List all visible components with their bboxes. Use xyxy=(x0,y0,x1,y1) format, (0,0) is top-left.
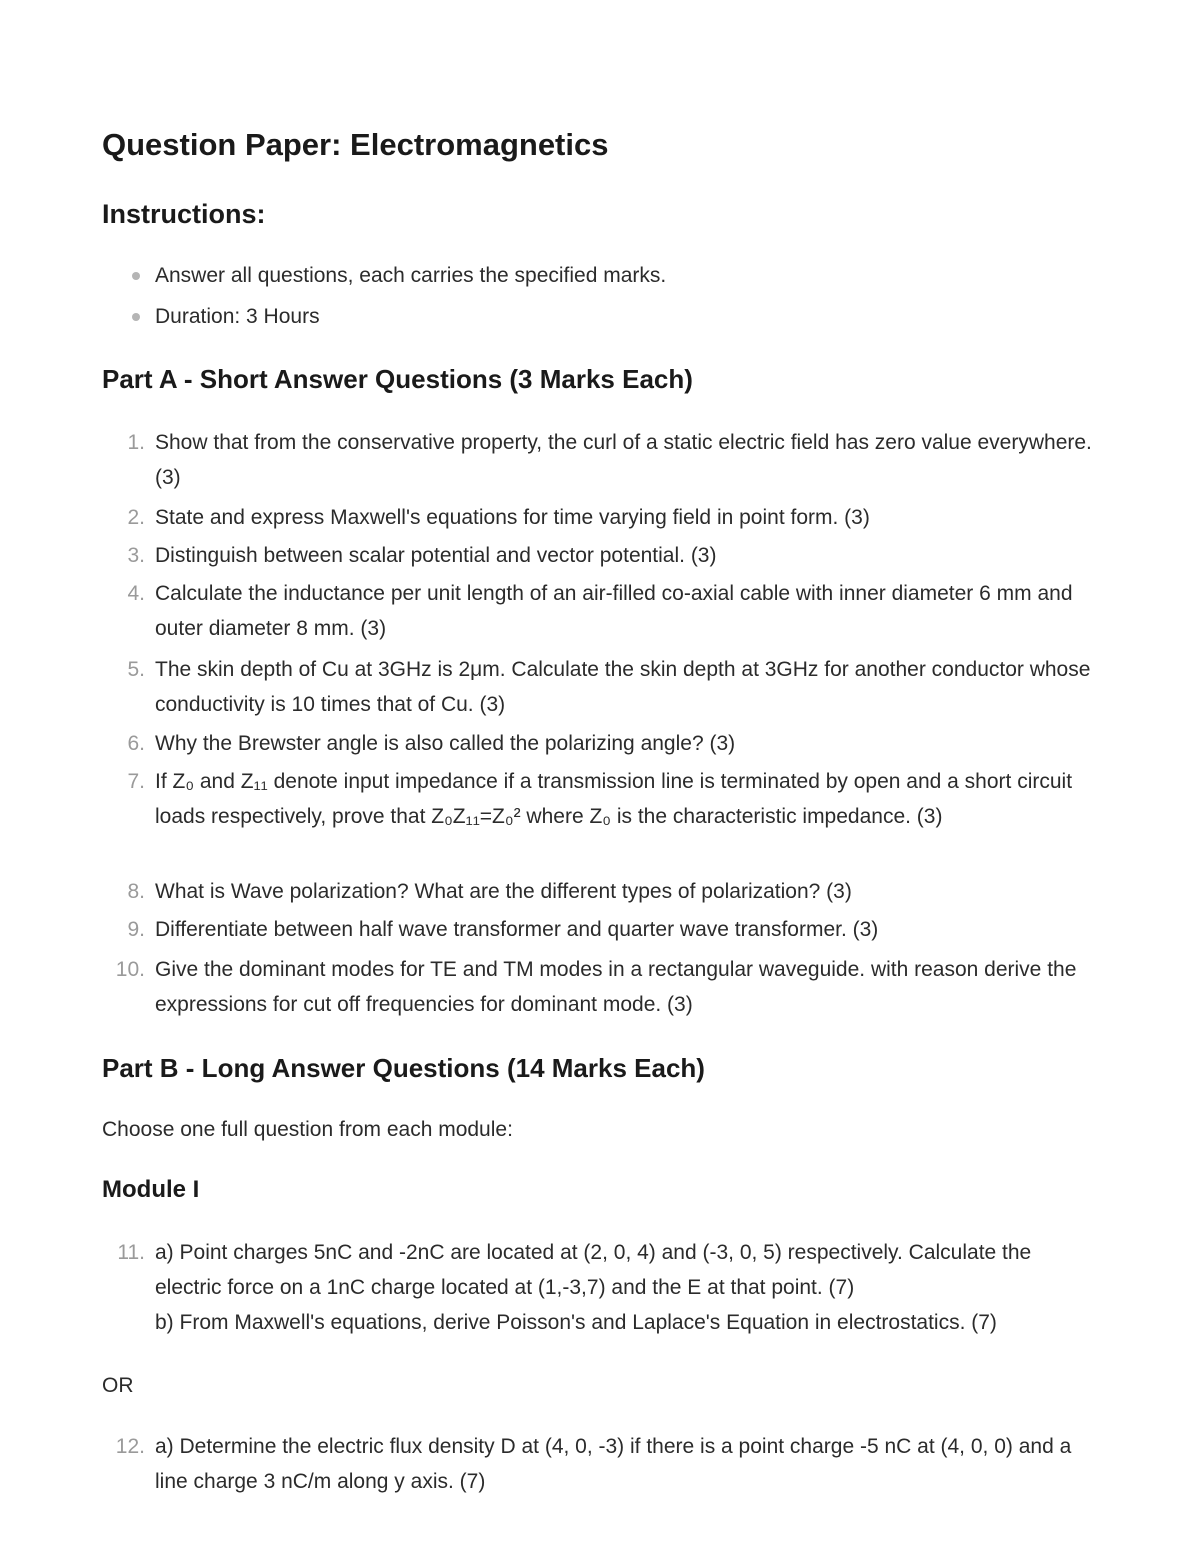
question-text: Show that from the conservative property, the curl of a static electric field has zero value everywhere. (3) xyxy=(155,431,1092,489)
part-a-heading: Part A - Short Answer Questions (3 Marks Each) xyxy=(102,364,693,394)
question-number: 1. xyxy=(127,431,145,454)
instruction-item: Answer all questions, each carries the specified marks. xyxy=(155,258,1100,293)
question-text: Differentiate between half wave transformer and quarter wave transformer. (3) xyxy=(155,918,879,941)
question-item xyxy=(127,538,1100,573)
instructions-heading: Instructions: xyxy=(102,199,266,229)
question-text: Give the dominant modes for TE and TM modes in a rectangular waveguide. with reason derive the expressions for cut off frequencies for dominant mode. (3) xyxy=(155,958,1077,1016)
question-part-a: a) Determine the electric flux density D at (4, 0, -3) if there is a point charge -5 nC at (4, 0, 0) and a line charge 3 nC/m along y axis. (7) xyxy=(155,1435,1072,1493)
question-number: 6. xyxy=(127,732,145,755)
question-item xyxy=(115,952,1100,1022)
question-item xyxy=(127,726,1100,761)
bullet-icon xyxy=(132,313,140,321)
question-item xyxy=(127,576,1100,646)
question-text: The skin depth of Cu at 3GHz is 2μm. Calculate the skin depth at 3GHz for another conductor whose conductivity is 10 times that of Cu. (3) xyxy=(155,658,1091,716)
question-item xyxy=(127,874,1100,909)
module-heading: Module I xyxy=(102,1176,200,1203)
question-part-b: b) From Maxwell's equations, derive Poisson's and Laplace's Equation in electrostatics. (7) xyxy=(155,1311,997,1334)
question-text: Calculate the inductance per unit length of an air-filled co-axial cable with inner diameter 6 mm and outer diameter 8 mm. (3) xyxy=(155,582,1073,640)
question-number: 10. xyxy=(115,958,145,981)
question-item xyxy=(127,500,1100,535)
question-text: What is Wave polarization? What are the different types of polarization? (3) xyxy=(155,880,852,903)
question-number: 2. xyxy=(127,506,145,529)
page-title: Question Paper: Electromagnetics xyxy=(102,127,609,162)
question-number: 9. xyxy=(127,918,145,941)
question-number: 5. xyxy=(127,658,145,681)
or-separator: OR xyxy=(102,1374,134,1397)
instruction-item: Duration: 3 Hours xyxy=(155,299,1100,334)
question-item xyxy=(127,425,1100,495)
question-text: If Z₀ and Z₁₁ denote input impedance if a transmission line is terminated by open and a short circuit loads respectively, prove that Z₀Z₁₁=Z₀² where Z₀ is the characteristic impedance. (3) xyxy=(155,770,1073,828)
question-item xyxy=(127,652,1100,722)
question-item xyxy=(127,912,1100,947)
question-part-a: a) Point charges 5nC and -2nC are located at (2, 0, 4) and (-3, 0, 5) respectively. Calculate the electric force on a 1nC charge located at (1,-3,7) and the E at that point. (7) xyxy=(155,1241,1032,1299)
part-b-heading: Part B - Long Answer Questions (14 Marks Each) xyxy=(102,1053,705,1083)
question-item xyxy=(117,1235,1100,1340)
question-number: 8. xyxy=(127,880,145,903)
question-text: State and express Maxwell's equations for time varying field in point form. (3) xyxy=(155,506,870,529)
part-b-intro: Choose one full question from each module: xyxy=(102,1118,513,1141)
question-item xyxy=(127,764,1100,834)
question-item xyxy=(115,1429,1100,1499)
question-number: 7. xyxy=(127,770,145,793)
bullet-icon xyxy=(132,272,140,280)
question-number: 11. xyxy=(117,1241,145,1264)
question-number: 3. xyxy=(127,544,145,567)
question-number: 12. xyxy=(115,1435,145,1458)
question-number: 4. xyxy=(127,582,145,605)
question-text: Why the Brewster angle is also called the polarizing angle? (3) xyxy=(155,732,736,755)
question-text: Distinguish between scalar potential and vector potential. (3) xyxy=(155,544,717,567)
